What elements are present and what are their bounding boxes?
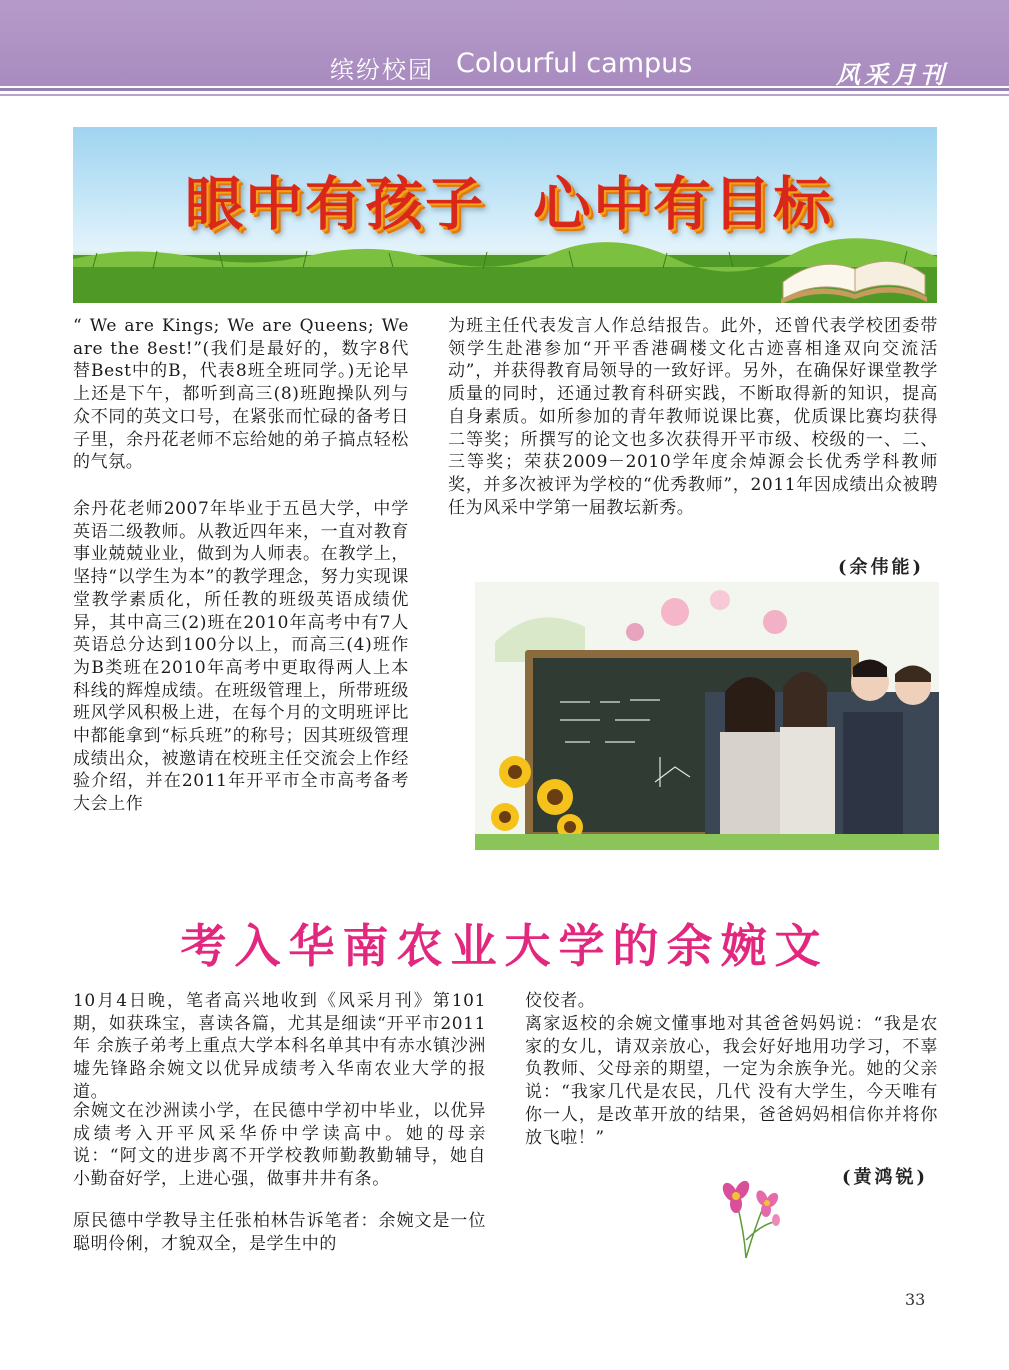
header-divider bbox=[0, 94, 1009, 96]
article2-paragraph: 余婉文在沙洲读小学，在民德中学初中毕业，以优异成绩考入开平风采华侨中学读高中。她的母亲说：“阿文的进步离不开学校教师勤教勤辅导，她自小勤奋好学，上进心强，做事井井有条。 bbox=[73, 1101, 486, 1190]
article1-paragraph: “ We are Kings; We are Queens; We are the 8est!”(我们是最好的，数字8代替Best中的B，代表8班全班同学。)无论早上还是下午，都听到高三(8)班跑操队列与众不同的英文口号，在紧张而忙碌的备考日子里，余丹花老师不忘给她的弟子搞点轻松的气氛。 bbox=[73, 316, 409, 473]
article-banner bbox=[73, 127, 937, 303]
article2-paragraph: 佼佼者。 bbox=[525, 991, 596, 1011]
classroom-photo bbox=[475, 582, 939, 850]
banner-title-left: 眼中有孩子 bbox=[185, 170, 486, 238]
article2-title: 考入华南农业大学的余婉文 bbox=[180, 919, 829, 973]
article1-paragraph: 余丹花老师2007年毕业于五邑大学，中学英语二级教师。从教近四年来，一直对教育事业兢兢业业，做到为人师表。在教学上，坚持“以学生为本”的教学理念，努力实现课堂教学素质化，所任教的班级英语成绩优异，其中高三(2)班在2010年高考中有7人英语总分达到100分以上，而高三(4)班作为B类班在2010年高考中更取得两人上本科线的辉煌成绩。在班级管理上，所带班级班风学风积极上进，在每个月的文明班评比中都能拿到“标兵班”的称号；因其班级管理成绩出众，被邀请在校班主任交流会上作经验介绍，并在2011年开平市全市高考备考大会上作 bbox=[73, 499, 409, 815]
article2-paragraph: 10月4日晚，笔者高兴地收到《风采月刊》第101期，如获珠宝，喜读各篇，尤其是细读“开平市2011年 余族子弟考上重点大学本科名单其中有赤水镇沙洲墟先锋路余婉文以优异成绩考入华南农业大学的报道。 bbox=[73, 991, 486, 1102]
magazine-name: 风采月刊 bbox=[836, 60, 948, 89]
cosmos-flower-icon bbox=[706, 1170, 786, 1260]
page-number: 33 bbox=[905, 1290, 926, 1309]
article2-author: (黄鸿锐) bbox=[842, 1167, 929, 1188]
section-title-en: Colourful campus bbox=[456, 48, 693, 79]
article2-paragraph: 原民德中学教导主任张柏林告诉笔者：余婉文是一位聪明伶俐，才貌双全，是学生中的 bbox=[73, 1211, 486, 1254]
banner-title-right: 心中有目标 bbox=[533, 170, 834, 238]
article1-author: (余伟能) bbox=[838, 557, 925, 578]
article1-paragraph: 为班主任代表发言人作总结报告。此外，还曾代表学校团委带领学生赴港参加“开平香港碉楼文化古迹喜相逢双向交流活动”，并获得教育局领导的一致好评。另外，在确保好课堂教学质量的同时，还通过教育科研实践，不断取得新的知识，提高自身素质。如所参加的青年教师说课比赛，优质课比赛均获得二等奖；所撰写的论文也多次获得开平市级、校级的一、二、三等奖；荣获2009－2010学年度余焯源会长优秀学科教师奖，并多次被评为学校的“优秀教师”，2011年因成绩出众被聘任为风采中学第一届教坛新秀。 bbox=[448, 316, 938, 518]
section-title-cn: 缤纷校园 bbox=[330, 56, 434, 84]
article2-paragraph: 离家返校的余婉文懂事地对其爸爸妈妈说：“我是农家的女儿，请双亲放心，我会好好地用功学习，不辜负教师、父母亲的期望，一定为余族争光。她的父亲说：“我家几代是农民，几代 没有大学生，今天唯有你一人，是改革开放的结果，爸爸妈妈相信你并将你放飞啦！” bbox=[525, 1014, 938, 1148]
